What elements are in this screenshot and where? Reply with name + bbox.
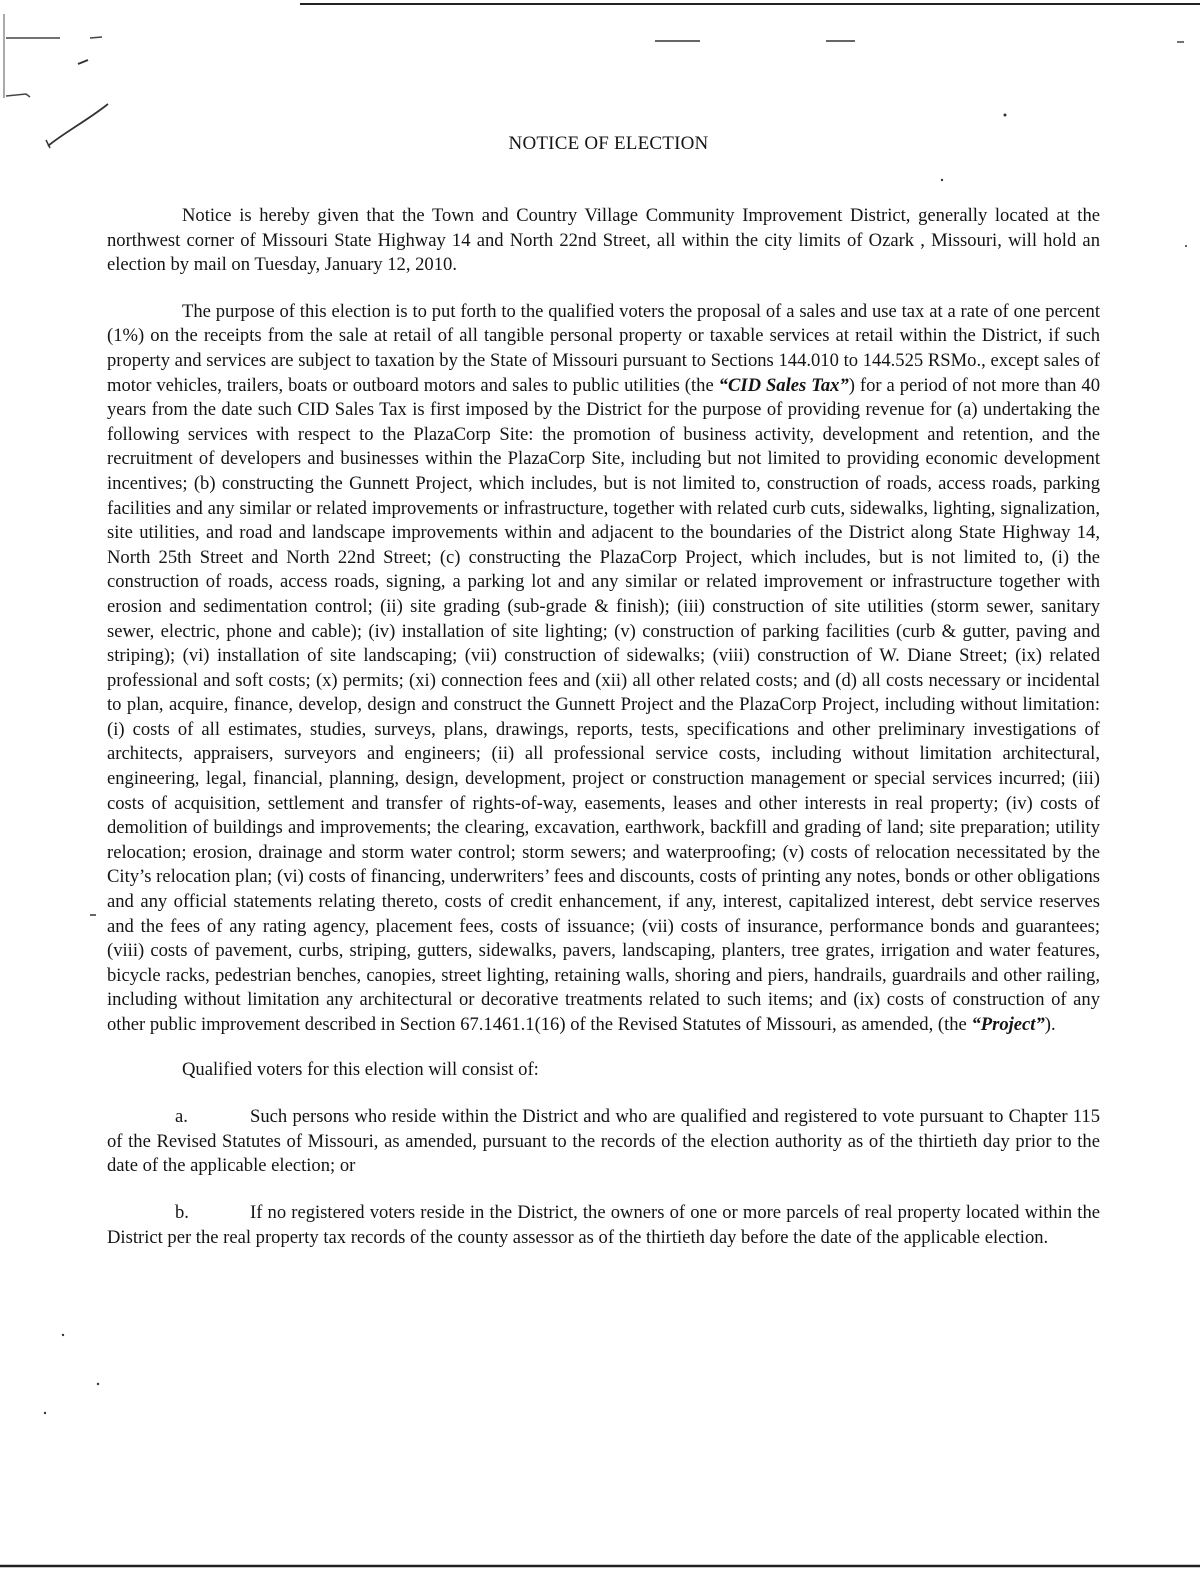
purpose-paragraph bbox=[107, 300, 1100, 1038]
list-marker: b. bbox=[175, 1201, 189, 1223]
margin-mark bbox=[6, 94, 30, 97]
list-item-text: If no registered voters reside in the District, the owners of one or more parcels of real property located within the District per the real property tax records of the county assessor as of the thirtieth day before the date of the applicable election. bbox=[107, 1201, 1100, 1248]
margin-mark bbox=[90, 37, 102, 38]
speck bbox=[1185, 245, 1187, 247]
qualified-voters-intro: Qualified voters for this election will consist of: bbox=[182, 1058, 539, 1080]
list-marker: a. bbox=[175, 1106, 188, 1128]
list-item-text: Such persons who reside within the District and who are qualified and registered to vote pursuant to Chapter 115 of the Revised Statutes of Missouri, as amended, pursuant to the records of the election authority as of the thirtieth day prior to the date of the applicable election; or bbox=[107, 1106, 1100, 1177]
voter-item-b bbox=[107, 1201, 1100, 1250]
check-mark bbox=[46, 140, 50, 148]
election-notice-paragraph: Notice is hereby given that the Town and Country Village Community Improvement District, generally located at the northwest corner of Missouri State Highway 14 and North 22nd Street, all within the city limits of Ozark , Missouri, will hold an election by mail on Tuesday, January 12, 2010. bbox=[107, 205, 1100, 276]
purpose-text-part-3: ). bbox=[1044, 1014, 1056, 1035]
purpose-text-part-2: ) for a period of not more than 40 years from the date such CID Sales Tax is first imposed by the District for the purpose of providing revenue for (a) undertaking the following services with respect to the PlazaCorp Site: the promotion of business activity, development and retention, and the recruitment of developers and businesses within the PlazaCorp Site, including but not limited to providing economic development incentives; (b) constructing the Gunnett Project, which includes, but is not limited to, construction of roads, access roads, parking facilities and any similar or related improvements or infrastructure, together with related curb cuts, sidewalks, lighting, signalization, site utilities, and road and landscape improvements within and adjacent to the boundaries of the District along State Highway 14, North 25th Street and North 22nd Street; (c) constructing the PlazaCorp Project, which includes, but is not limited to, (i) the construction of roads, access roads, signing, a parking lot and any similar or related improvement or infrastructure together with erosion and sedimentation control; (ii) site grading (sub-grade & finish); (iii) construction of site utilities (storm sewer, sanitary sewer, electric, phone and cable); (iv) installation of site lighting; (v) construction of parking facilities (curb & gutter, paving and striping); (vi) installation of site landscaping; (vii) construction of sidewalks; (viii) construction of W. Diane Street; (ix) related professional and soft costs; (x) permits; (xi) connection fees and (xii) all other related costs; and (d) all costs necessary or incidental to plan, acquire, finance, develop, design and construct the Gunnett Project and the PlazaCorp Project, including without limitation: (i) costs of all estimates, studies, surveys, plans, drawings, reports, tests, specifications and other preliminary investigations of architects, appraisers, surveyors and engineers; (ii) all professional service costs, including without limitation architectural, engineering, legal, financial, planning, design, development, project or construction management or special services incurred; (iii) costs of acquisition, settlement and transfer of rights-of-way, easements, leases and other interests in real property; (iv) costs of demolition of buildings and improvements; the clearing, excavation, earthwork, backfill and grading of land; site preparation; utility relocation; erosion, drainage and storm water control; storm sewers; and waterproofing; (v) costs of relocation necessitated by the City’s relocation plan; (vi) costs of financing, underwriters’ fees and discounts, costs of printing any notes, bonds or other obligations and any official statements relating thereto, costs of credit enhancement, if any, interest, capitalized interest, debt service reserves and the fees of any rating agency, placement fees, costs of issuance; (vii) costs of insurance, performance bonds and guarantees; (viii) costs of pavement, curbs, striping, gutters, sidewalks, pavers, landscaping, planters, tree grates, irrigation and water features, bicycle racks, pedestrian benches, canopies, street lighting, retaining walls, shoring and piers, handrails, guardrails and other railing, including without limitation any architectural or decorative treatments related to such items; and (ix) costs of construction of any other public improvement described in Section 67.1461.1(16) of the Revised Statutes of Missouri, as amended, (the bbox=[107, 374, 1100, 1035]
defined-term-project: “Project” bbox=[971, 1014, 1045, 1035]
check-mark bbox=[48, 104, 108, 146]
voter-item-a bbox=[107, 1105, 1100, 1179]
purpose-text-part-1: The purpose of this election is to put forth to the qualified voters the proposal of a sales and use tax at a rate of one percent (1%) on the receipts from the sale at retail of all tangible personal property or taxable services at retail within the District, if such property and services are subject to taxation by the State of Missouri pursuant to Sections 144.010 to 144.525 RSMo., except sales of motor vehicles, trailers, boats or outboard motors and sales to public utilities (the bbox=[107, 300, 1100, 396]
margin-mark bbox=[78, 60, 88, 64]
speck bbox=[97, 1383, 99, 1385]
document-title: NOTICE OF ELECTION bbox=[508, 133, 709, 154]
speck bbox=[44, 1412, 46, 1414]
defined-term-cid-sales-tax: “CID Sales Tax” bbox=[718, 374, 849, 396]
notice-document bbox=[107, 133, 1100, 1272]
speck bbox=[1004, 114, 1007, 117]
speck bbox=[62, 1334, 64, 1336]
